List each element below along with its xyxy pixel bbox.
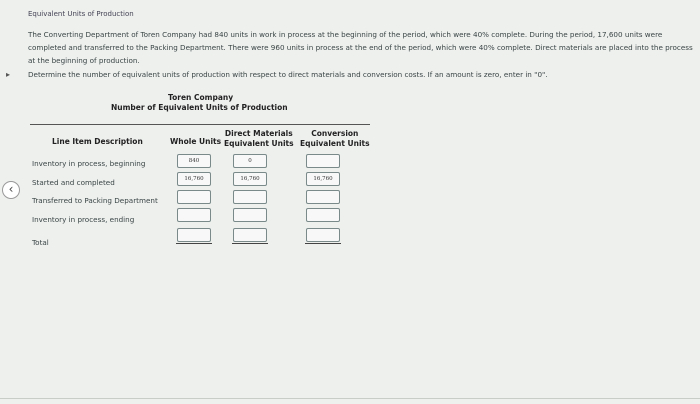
dm-input-transferred[interactable]	[233, 190, 267, 204]
bottom-rule	[0, 398, 700, 399]
conv-input-started[interactable]: 16,760	[306, 172, 340, 186]
total-underline	[232, 243, 268, 244]
whole-units-input-transferred[interactable]	[177, 190, 211, 204]
schedule-title: Number of Equivalent Units of Production	[111, 103, 288, 112]
header-conversion	[300, 129, 370, 149]
row-label-started-completed: Started and completed	[32, 178, 115, 187]
whole-units-input-beginning[interactable]: 840	[177, 154, 211, 168]
total-underline	[305, 243, 341, 244]
header-whole-units: Whole Units	[170, 137, 222, 146]
row-label-total: Total	[32, 238, 49, 247]
company-name: Toren Company	[168, 93, 234, 102]
dm-input-ending[interactable]	[233, 208, 267, 222]
row-label-transferred: Transferred to Packing Department	[32, 196, 158, 205]
row-label-inventory-beginning: Inventory in process, beginning	[32, 159, 146, 168]
dm-input-total[interactable]	[233, 228, 267, 242]
header-line-item: Line Item Description	[52, 137, 143, 146]
instruction-text: Determine the number of equivalent units of production with respect to direct materials and conversion costs. If an amount is zero, enter in "0".	[28, 70, 548, 79]
chevron-left-icon[interactable]: ‹	[2, 181, 20, 199]
whole-units-input-ending[interactable]	[177, 208, 211, 222]
total-underline	[176, 243, 212, 244]
conv-input-beginning[interactable]	[306, 154, 340, 168]
conv-input-ending[interactable]	[306, 208, 340, 222]
conv-input-total[interactable]	[306, 228, 340, 242]
header-dm-line1: Direct Materials	[224, 129, 293, 138]
header-dm-line2: Equivalent Units	[224, 139, 294, 148]
whole-units-input-started[interactable]: 16,760	[177, 172, 211, 186]
corner-mark-icon: ▸	[6, 70, 11, 79]
dm-input-started[interactable]: 16,760	[233, 172, 267, 186]
header-cv-line1: Conversion	[311, 129, 359, 138]
header-rule	[30, 124, 370, 125]
header-cv-line2: Equivalent Units	[300, 139, 370, 148]
dm-input-beginning[interactable]: 0	[233, 154, 267, 168]
conv-input-transferred[interactable]	[306, 190, 340, 204]
row-label-inventory-ending: Inventory in process, ending	[32, 215, 135, 224]
whole-units-input-total[interactable]	[177, 228, 211, 242]
problem-paragraph: The Converting Department of Toren Company had 840 units in work in process at the beginning of the period, which were 40% complete. During the period, 17,600 units were completed and transferred to the Packing Department. There were 960 units in process at the end of the period, which were 40% complete. Direct materials are placed into the process at the beginning of production.	[28, 30, 693, 65]
page-title: Equivalent Units of Production	[28, 10, 134, 18]
header-direct-materials	[224, 129, 294, 149]
